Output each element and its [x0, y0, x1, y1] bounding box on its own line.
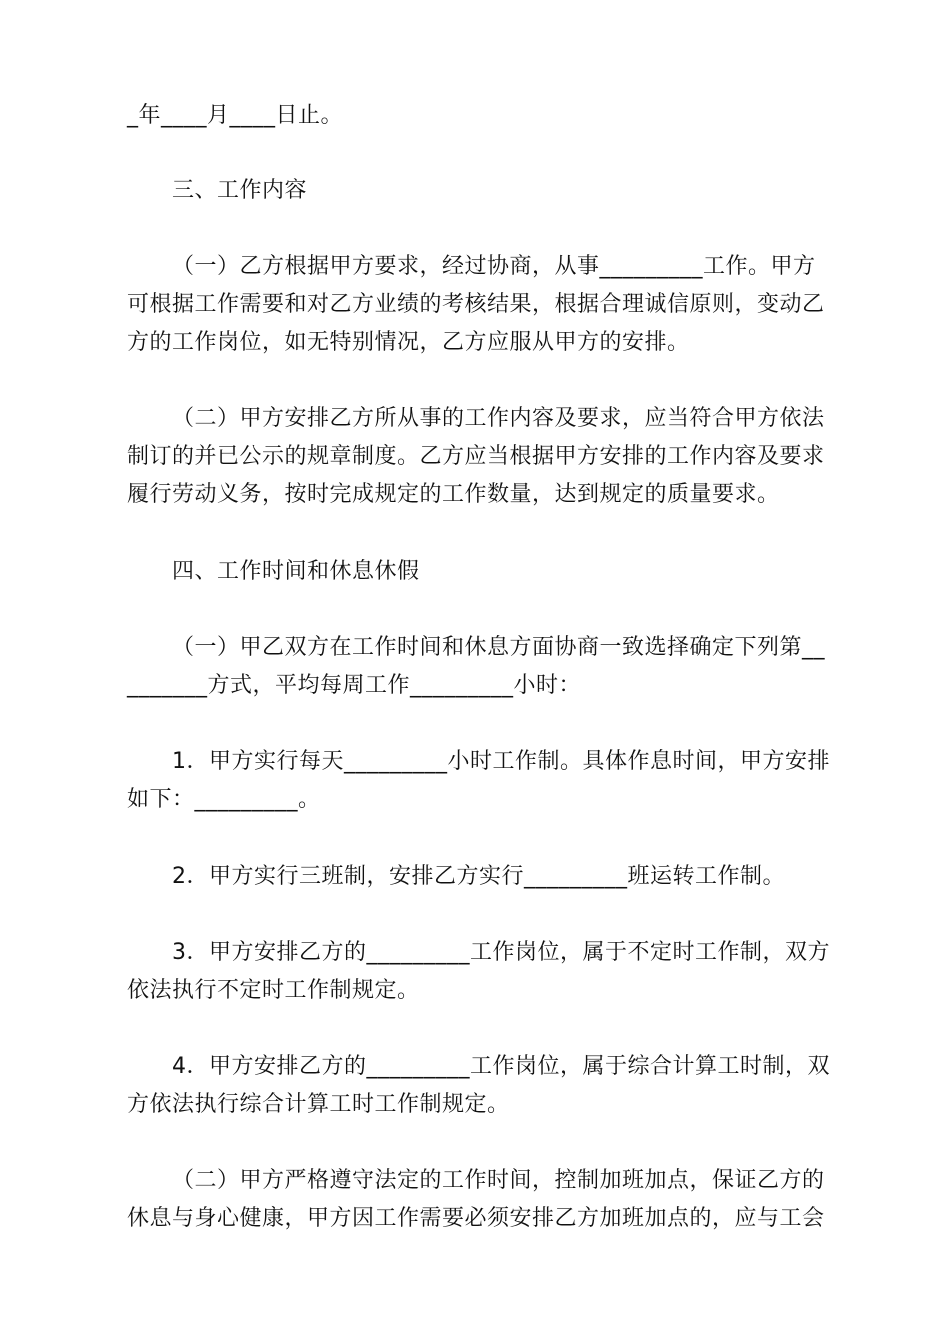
text-line: 可根据工作需要和对乙方业绩的考核结果，根据合理诚信原则，变动乙 [127, 292, 825, 317]
list-item: 4．甲方安排乙方的_________工作岗位，属于综合计算工时制，双 [172, 1054, 830, 1079]
text-line: _______方式，平均每周工作_________小时： [127, 673, 582, 698]
text-line: 制订的并已公示的规章制度。乙方应当根据甲方安排的工作内容及要求 [127, 444, 825, 469]
text-line: 方的工作岗位，如无特别情况，乙方应服从甲方的安排。 [127, 330, 690, 355]
list-item: 3．甲方安排乙方的_________工作岗位，属于不定时工作制，双方 [172, 940, 830, 965]
text-line: 休息与身心健康，甲方因工作需要必须安排乙方加班加点的，应与工会 [127, 1206, 825, 1231]
text-line: _年____月____日止。 [127, 103, 344, 128]
text-line: 依法执行不定时工作制规定。 [127, 978, 420, 1003]
section-heading: 四、工作时间和休息休假 [172, 559, 420, 584]
list-item: 2．甲方实行三班制，安排乙方实行_________班运转工作制。 [172, 864, 785, 889]
text-line: （二）甲方安排乙方所从事的工作内容及要求，应当符合甲方依法 [172, 406, 825, 431]
text-line: 如下：_________。 [127, 787, 321, 812]
text-line: 履行劳动义务，按时完成规定的工作数量，达到规定的质量要求。 [127, 482, 780, 507]
text-line: 方依法执行综合计算工时工作制规定。 [127, 1092, 510, 1117]
text-line: （二）甲方严格遵守法定的工作时间，控制加班加点，保证乙方的 [172, 1168, 825, 1193]
section-heading: 三、工作内容 [172, 178, 308, 203]
text-line: （一）甲乙双方在工作时间和休息方面协商一致选择确定下列第__ [172, 635, 826, 660]
text-line: （一）乙方根据甲方要求，经过协商，从事_________工作。甲方 [172, 254, 816, 279]
list-item: 1．甲方实行每天_________小时工作制。具体作息时间，甲方安排 [172, 749, 830, 774]
